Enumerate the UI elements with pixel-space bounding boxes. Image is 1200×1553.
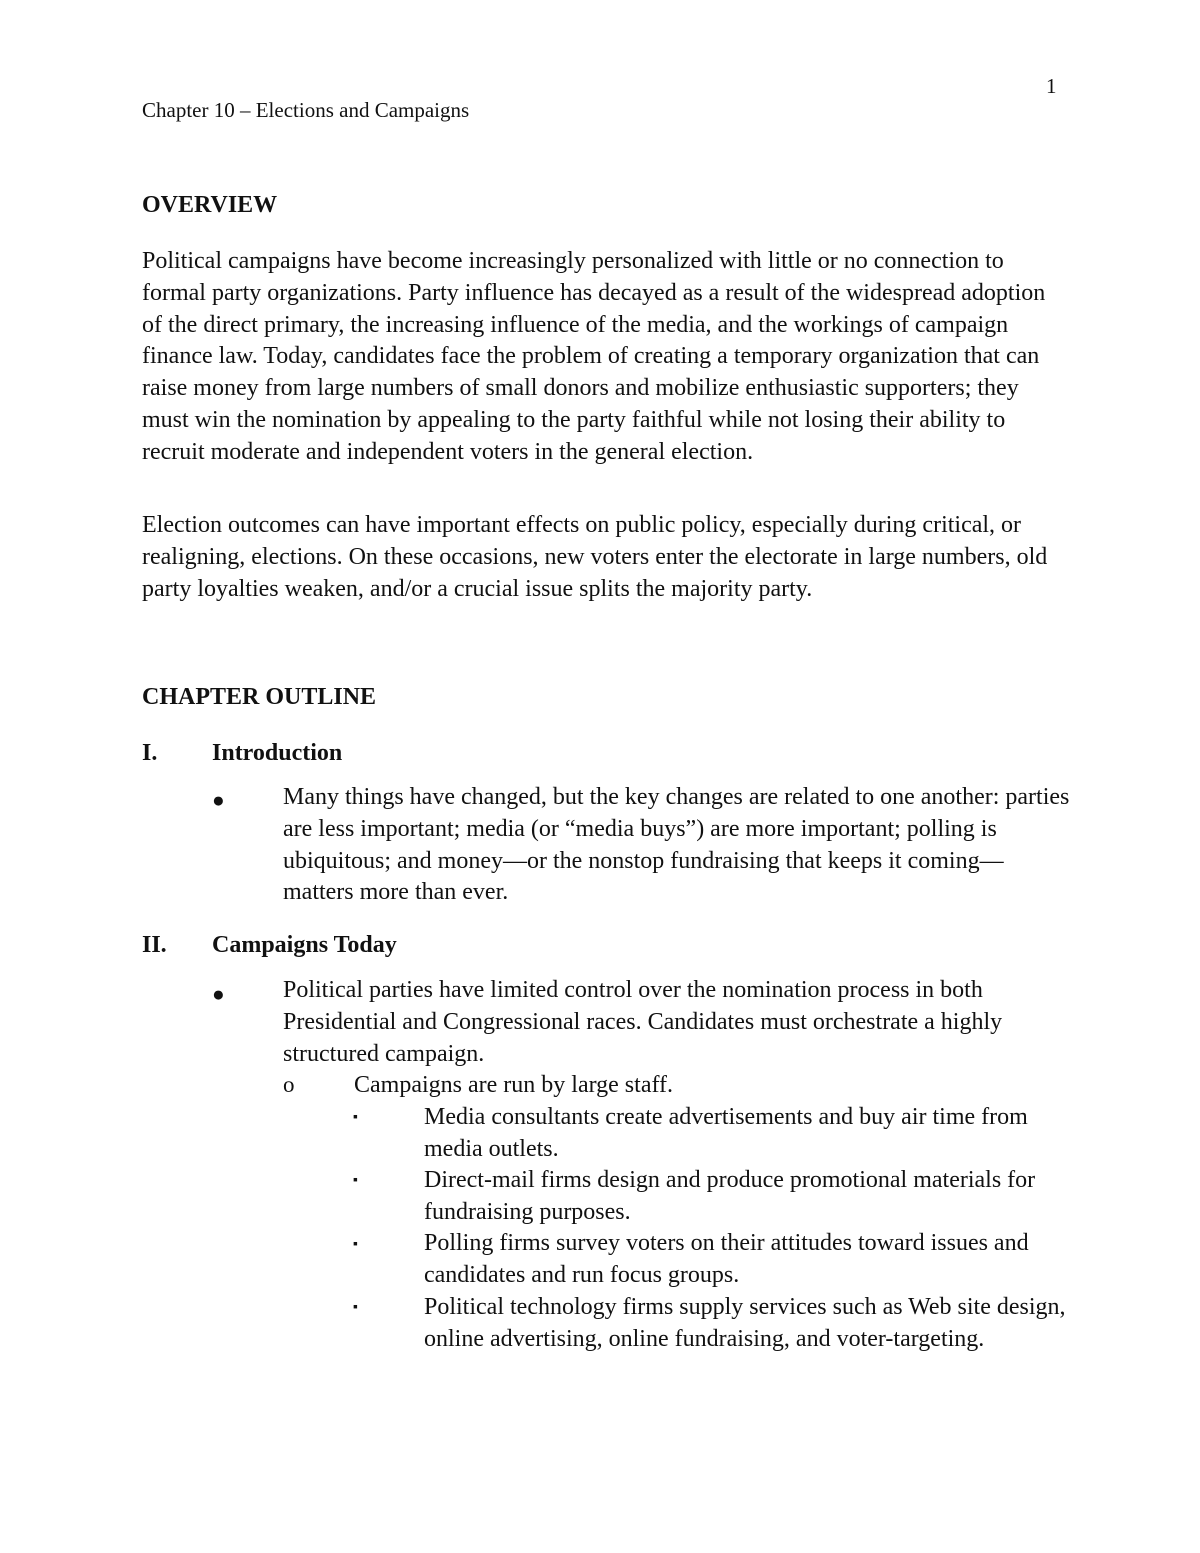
overview-paragraph-1: Political campaigns have become increasingly personalized with little or no connection to formal party organizations. Party influence has decayed as a result of the widespread adoption of the direct primary, the increasing influence of the media, and the workings of campaign finance law. Today, candidates face the problem of creating a temporary organization that can raise money from large numbers of small donors and mobilize enthusiastic supporters; they must win the nomination by appealing to the party faithful while not losing their ability to recruit moderate and independent voters in the general election. (142, 248, 1046, 465)
sub-bullet-icon: o (283, 1072, 295, 1097)
bullet-icon: ● (212, 788, 225, 812)
running-header: Chapter 10 – Elections and Campaigns (142, 98, 470, 122)
staff-item: Media consultants create advertisements and buy air time from media outlets. (424, 1104, 1028, 1162)
staff-item: Political technology firms supply services such as Web site design, online advertising, online fundraising, and voter-targeting. (424, 1294, 1066, 1352)
section-title-campaigns-today: Campaigns Today (212, 932, 397, 958)
bullet-icon: ● (212, 982, 225, 1006)
staff-item: Polling firms survey voters on their attitudes toward issues and candidates and run focus groups. (424, 1230, 1029, 1288)
section-title-introduction: Introduction (212, 740, 343, 766)
campaigns-bullet-text: Political parties have limited control over the nomination process in both Presidential and Congressional races. Candidates must orchestrate a highly structured campaign. (283, 977, 1003, 1067)
staff-item: Direct-mail firms design and produce promotional materials for fundraising purposes. (424, 1167, 1036, 1225)
overview-paragraph-2: Election outcomes can have important effects on public policy, especially during critical, or realigning, elections. On these occasions, new voters enter the electorate in large numbers, old party loyalties weaken, and/or a crucial issue splits the majority party. (142, 512, 1048, 602)
chapter-outline-heading: CHAPTER OUTLINE (142, 684, 377, 710)
section-numeral-ii: II. (142, 932, 167, 958)
introduction-bullet-text: Many things have changed, but the key changes are related to one another: parties are less important; media (or “media buys”) are more important; polling is ubiquitous; and money—or the nonstop fundraising that keeps it coming—matters more than ever. (283, 784, 1070, 906)
square-bullet-icon: ▪ (353, 1237, 358, 1252)
overview-heading: OVERVIEW (142, 192, 278, 218)
section-numeral-i: I. (142, 740, 158, 766)
campaigns-sub-bullet-text: Campaigns are run by large staff. (354, 1072, 674, 1098)
square-bullet-icon: ▪ (353, 1110, 358, 1125)
square-bullet-icon: ▪ (353, 1173, 358, 1188)
square-bullet-icon: ▪ (353, 1300, 358, 1315)
page-number: 1 (1046, 74, 1057, 98)
